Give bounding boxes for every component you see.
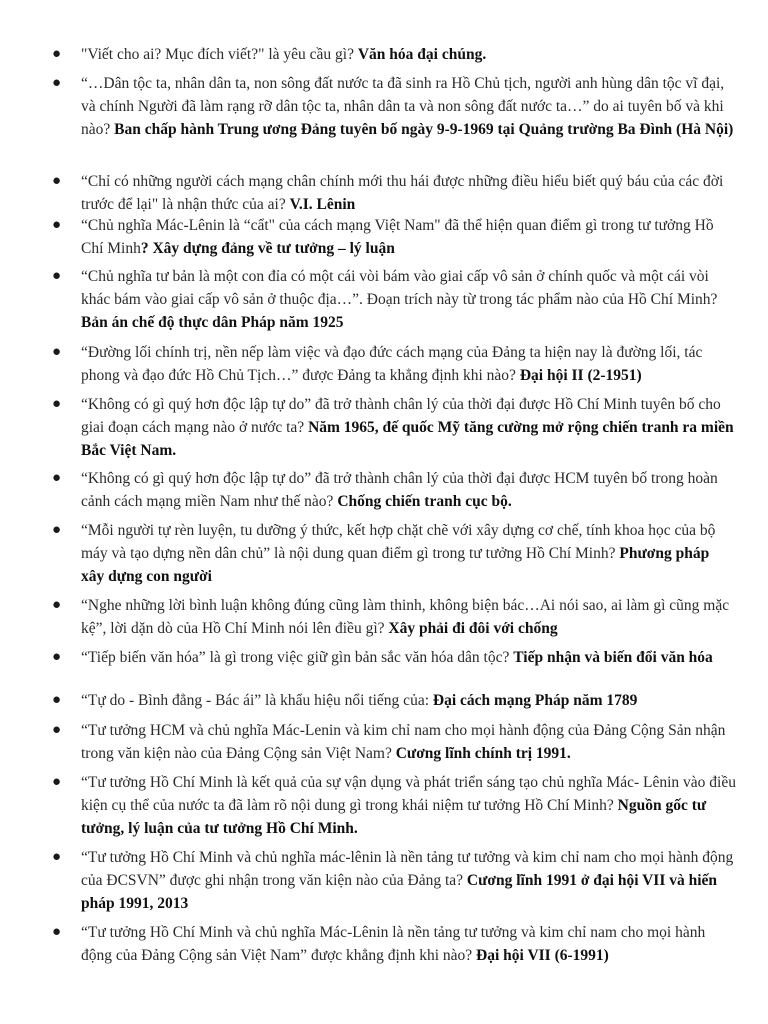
- list-item: [52, 467, 736, 513]
- question-text: “Không có gì quý hơn độc lập tự do” đã trở thành chân lý của thời đại được HCM tuyên bố trong hoàn cảnh cách mạng miền Nam như thế nào?: [81, 470, 718, 510]
- bullet-icon: ●: [52, 522, 62, 538]
- answer-text: V.I. Lênin: [289, 196, 356, 213]
- question-text: “Mỗi người tự rèn luyện, tu dưỡng ý thức, kết hợp chặt chẽ với xây dựng cơ chế, tính khoa học của bộ máy và tạo dựng nền dân chủ” là nội dung quan điểm gì trong tư tưởng Hồ Chí Minh?: [81, 522, 716, 562]
- bullet-icon: ●: [52, 344, 62, 360]
- answer-text: Phương pháp xây dựng con người: [81, 545, 710, 585]
- question-text: "Viết cho ai? Mục đích viết?" là yêu cầu gì?: [81, 46, 358, 63]
- answer-text: Chống chiến tranh cục bộ.: [337, 493, 512, 510]
- bullet-icon: ●: [52, 268, 62, 284]
- answer-text: Xây phải đi đôi với chống: [388, 620, 558, 637]
- answer-text: Đại hội II (2-1951): [519, 367, 642, 384]
- question-text: “Tư tưởng HCM và chủ nghĩa Mác-Lenin và kim chỉ nam cho mọi hành động của Đảng Cộng Sản nhận trong văn kiện nào của Đảng Cộng sản Việt Nam?: [81, 722, 726, 762]
- question-text: “Chủ nghĩa Mác-Lênin là “cẩt" của cách mạng Việt Nam" đã thể hiện quan điểm gì trong tư tưởng Hồ Chí Minh: [81, 217, 714, 257]
- list-item: [52, 846, 736, 915]
- list-item: [52, 771, 736, 840]
- answer-text: Cương lĩnh chính trị 1991.: [395, 745, 571, 762]
- answer-text: Văn hóa đại chúng.: [357, 46, 487, 63]
- bullet-icon: ●: [52, 774, 62, 790]
- list-item: [52, 647, 736, 669]
- list-item: [52, 519, 736, 588]
- bullet-icon: ●: [52, 46, 62, 62]
- question-text: “Chỉ có những người cách mạng chân chính mới thu hái được những điều hiểu biết quý báu của các đời trước để lại" là nhận thức của ai?: [81, 173, 724, 213]
- question-text: “Tiếp biến văn hóa” là gì trong việc giữ gìn bản sắc văn hóa dân tộc?: [81, 649, 514, 666]
- bullet-icon: ●: [52, 692, 62, 708]
- list-item: [52, 265, 736, 334]
- list-item: [52, 594, 736, 640]
- question-text: “Không có gì quý hơn độc lập tự do” đã trở thành chân lý của thời đại được Hồ Chí Minh tuyên bố cho giai đoạn cách mạng nào ở nước ta?: [81, 396, 721, 436]
- question-text: “Đường lối chính trị, nền nếp làm việc và đạo đức cách mạng của Đảng ta hiện nay là đường lối, tác phong và đạo đức Hồ Chủ Tịch…” được Đảng ta khẳng định khi nào?: [81, 344, 703, 384]
- bullet-icon: ●: [52, 849, 62, 865]
- bullet-icon: ●: [52, 649, 62, 665]
- bullet-icon: ●: [52, 597, 62, 613]
- list-item: [52, 214, 736, 260]
- list-item: [52, 719, 736, 765]
- answer-text: Nguồn gốc tư tưởng, lý luận của tư tưởng Hồ Chí Minh.: [81, 797, 707, 837]
- bullet-icon: ●: [52, 75, 62, 91]
- list-item: [52, 393, 736, 462]
- list-item: [52, 43, 736, 66]
- bullet-icon: ●: [52, 722, 62, 738]
- answer-text: ? Xây dựng đảng về tư tưởng – lý luận: [140, 240, 395, 257]
- bullet-icon: ●: [52, 217, 62, 233]
- question-text: “Tự do - Bình đẳng - Bác ái” là khẩu hiệu nổi tiếng của:: [81, 692, 433, 709]
- answer-text: Bản án chế độ thực dân Pháp năm 1925: [81, 314, 344, 331]
- answer-text: Năm 1965, đế quốc Mỹ tăng cường mở rộng chiến tranh ra miền Bắc Việt Nam.: [81, 419, 734, 459]
- question-text: “Chủ nghĩa tư bản là một con đỉa có một cái vòi bám vào giai cấp vô sản ở chính quốc và một cái vòi khác bám vào giai cấp vô sản ở thuộc địa…”. Đoạn trích này từ trong tác phẩm nào của Hồ Chí Minh?: [81, 268, 718, 308]
- answer-text: Cương lĩnh 1991 ở đại hội VII và hiến pháp 1991, 2013: [81, 872, 718, 912]
- answer-text: Tiếp nhận và biến đổi văn hóa: [513, 649, 713, 666]
- bullet-icon: ●: [52, 173, 62, 189]
- list-item: [52, 170, 736, 216]
- question-text: “…Dân tộc ta, nhân dân ta, non sông đất nước ta đã sinh ra Hồ Chủ tịch, người anh hùng dân tộc vĩ đại, và chính Người đã làm rạng rỡ dân tộc ta, nhân dân ta và non sông đất nước ta…” do ai tuyên bố và khi nào?: [81, 75, 725, 138]
- answer-text: Đại cách mạng Pháp năm 1789: [432, 692, 638, 709]
- bullet-icon: ●: [52, 470, 62, 486]
- question-text: “Nghe những lời bình luận không đúng cũng làm thinh, không biện bác…Ai nói sao, ai làm gì cũng mặc kệ”, lời dặn dò của Hồ Chí Minh nói lên điều gì?: [81, 597, 730, 637]
- answer-text: Đại hội VII (6-1991): [476, 947, 609, 964]
- list-item: [52, 341, 736, 387]
- bullet-icon: ●: [52, 924, 62, 940]
- question-text: “Tư tưởng Hồ Chí Minh là kết quả của sự vận dụng và phát triển sáng tạo chủ nghĩa Mác- Lênin vào điều kiện cụ thể của nước ta đã làm rõ nội dung gì trong khái niệm tư tưởng Hồ Chí Minh?: [81, 774, 736, 814]
- list-item: [52, 921, 736, 967]
- question-text: “Tư tưởng Hồ Chí Minh và chủ nghĩa mác-lênin là nền tảng tư tưởng và kim chỉ nam cho mọi hành động của ĐCSVN” được ghi nhận trong văn kiện nào của Đảng ta?: [81, 849, 734, 889]
- list-item: [52, 689, 736, 712]
- answer-text: Ban chấp hành Trung ương Đảng tuyên bố ngày 9-9-1969 tại Quảng trường Ba Đình (Hà Nội): [114, 121, 734, 138]
- question-text: “Tư tưởng Hồ Chí Minh và chủ nghĩa Mác-Lênin là nền tảng tư tưởng và kim chỉ nam cho mọi hành động của Đảng Cộng sản Việt Nam” được khẳng định khi nào?: [81, 924, 706, 964]
- list-item: [52, 72, 736, 141]
- bullet-icon: ●: [52, 396, 62, 412]
